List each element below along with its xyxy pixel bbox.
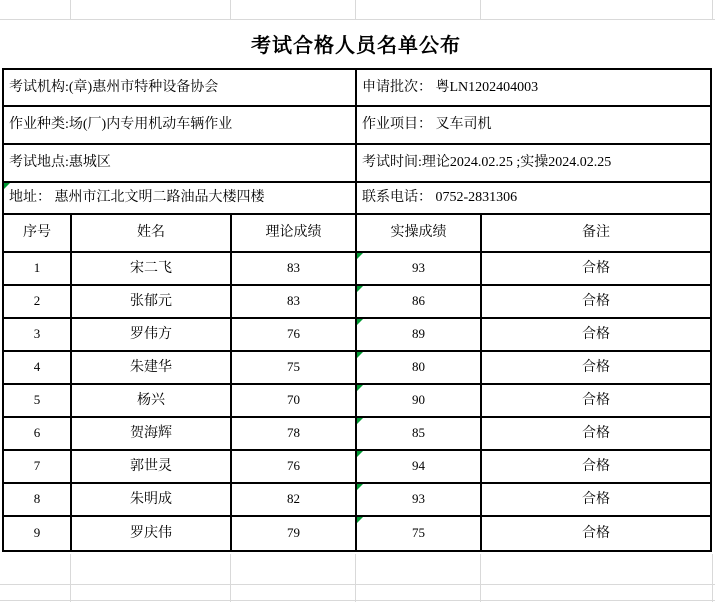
name-cell[interactable]: 贺海辉 <box>72 418 232 449</box>
practical-score: 94 <box>412 458 425 474</box>
name-cell[interactable]: 朱建华 <box>72 352 232 383</box>
gridline-vertical <box>355 554 356 602</box>
table-row <box>4 352 710 385</box>
name-cell[interactable]: 杨兴 <box>72 385 232 416</box>
no-cell[interactable]: 6 <box>4 418 72 449</box>
gridline-vertical <box>712 0 713 19</box>
header-no[interactable]: 序号 <box>4 215 72 251</box>
info-row-address-phone <box>4 183 710 215</box>
remark-cell[interactable]: 合格 <box>582 359 610 375</box>
comment-flag-icon <box>357 451 363 457</box>
comment-flag-icon <box>357 319 363 325</box>
remark-cell[interactable]: 合格 <box>582 392 610 408</box>
table-row <box>4 319 710 352</box>
work-type-cell[interactable]: 作业种类:场(厂)内专用机动车辆作业 <box>4 107 357 143</box>
theory-cell[interactable]: 79 <box>232 517 357 550</box>
name-cell[interactable]: 朱明成 <box>72 484 232 515</box>
theory-cell[interactable]: 76 <box>232 451 357 482</box>
theory-cell[interactable]: 75 <box>232 352 357 383</box>
table-row <box>4 286 710 319</box>
name-cell[interactable]: 罗伟方 <box>72 319 232 350</box>
header-name[interactable]: 姓名 <box>72 215 232 251</box>
practical-cell[interactable] <box>357 253 482 284</box>
gridline-vertical <box>480 554 481 602</box>
comment-flag-icon <box>357 352 363 358</box>
page-title[interactable]: 考试合格人员名单公布 <box>251 35 461 57</box>
remark-cell[interactable]: 合格 <box>582 491 610 507</box>
practical-cell[interactable] <box>357 517 482 550</box>
table-row <box>4 517 710 550</box>
comment-flag-icon <box>357 517 363 523</box>
table-row <box>4 484 710 517</box>
no-cell[interactable]: 9 <box>4 517 72 550</box>
practical-cell[interactable] <box>357 319 482 350</box>
header-practical[interactable]: 实操成绩 <box>357 215 482 251</box>
table-row <box>4 451 710 484</box>
practical-score: 93 <box>412 491 425 507</box>
practical-score: 80 <box>412 359 425 375</box>
practical-score: 89 <box>412 326 425 342</box>
table-row <box>4 418 710 451</box>
name-cell[interactable]: 罗庆伟 <box>72 517 232 550</box>
header-theory[interactable]: 理论成绩 <box>232 215 357 251</box>
practical-score: 86 <box>412 293 425 309</box>
gridline-horizontal <box>0 584 715 585</box>
gridline-vertical <box>70 554 71 602</box>
comment-flag-icon <box>357 484 363 490</box>
comment-flag-icon <box>357 253 363 259</box>
address-cell[interactable] <box>4 183 357 213</box>
no-cell[interactable]: 4 <box>4 352 72 383</box>
name-cell[interactable]: 宋二飞 <box>72 253 232 284</box>
info-row-place-time <box>4 145 710 183</box>
info-row-type-project <box>4 107 710 145</box>
theory-cell[interactable]: 83 <box>232 286 357 317</box>
practical-cell[interactable] <box>357 484 482 515</box>
table-header-row <box>4 215 710 253</box>
practical-score: 90 <box>412 392 425 408</box>
no-cell[interactable]: 5 <box>4 385 72 416</box>
remark-cell[interactable]: 合格 <box>582 326 610 342</box>
gridline-vertical <box>230 0 231 19</box>
practical-score: 85 <box>412 425 425 441</box>
practical-cell[interactable] <box>357 286 482 317</box>
no-cell[interactable]: 2 <box>4 286 72 317</box>
comment-flag-icon <box>4 183 10 189</box>
name-cell[interactable]: 张郁元 <box>72 286 232 317</box>
practical-score: 75 <box>412 525 425 541</box>
remark-cell[interactable]: 合格 <box>582 293 610 309</box>
phone-cell[interactable]: 联系电话： 0752-2831306 <box>362 190 518 206</box>
no-cell[interactable]: 1 <box>4 253 72 284</box>
work-project-cell[interactable]: 作业项目： 叉车司机 <box>362 117 492 133</box>
gridline-vertical <box>712 554 713 602</box>
theory-cell[interactable]: 83 <box>232 253 357 284</box>
remark-cell[interactable]: 合格 <box>582 525 610 541</box>
practical-cell[interactable] <box>357 418 482 449</box>
comment-flag-icon <box>357 385 363 391</box>
info-row-org-batch <box>4 70 710 107</box>
remark-cell[interactable]: 合格 <box>582 458 610 474</box>
gridline-vertical <box>355 0 356 19</box>
name-cell[interactable]: 郭世灵 <box>72 451 232 482</box>
exam-place-cell[interactable]: 考试地点:惠城区 <box>4 145 357 181</box>
gridline-horizontal <box>0 600 715 601</box>
comment-flag-icon <box>357 286 363 292</box>
no-cell[interactable]: 3 <box>4 319 72 350</box>
theory-cell[interactable]: 82 <box>232 484 357 515</box>
practical-cell[interactable] <box>357 385 482 416</box>
address-text: 地址： 惠州市江北文明二路油品大楼四楼 <box>9 190 265 206</box>
table-row <box>4 385 710 418</box>
practical-score: 93 <box>412 260 425 276</box>
theory-cell[interactable]: 78 <box>232 418 357 449</box>
remark-cell[interactable]: 合格 <box>582 425 610 441</box>
no-cell[interactable]: 8 <box>4 484 72 515</box>
gridline-vertical <box>230 554 231 602</box>
batch-cell[interactable]: 申请批次： 粤LN1202404003 <box>362 79 539 95</box>
gridline-vertical <box>480 0 481 19</box>
results-table <box>2 68 712 552</box>
no-cell[interactable]: 7 <box>4 451 72 482</box>
header-remark[interactable]: 备注 <box>582 225 610 241</box>
theory-cell[interactable]: 70 <box>232 385 357 416</box>
practical-cell[interactable] <box>357 451 482 482</box>
exam-org-cell[interactable]: 考试机构:(章)惠州市特种设备协会 <box>4 70 357 105</box>
comment-flag-icon <box>357 418 363 424</box>
theory-cell[interactable]: 76 <box>232 319 357 350</box>
gridline-vertical <box>70 0 71 19</box>
table-row <box>4 253 710 286</box>
practical-cell[interactable] <box>357 352 482 383</box>
remark-cell[interactable]: 合格 <box>582 260 610 276</box>
exam-time-cell[interactable]: 考试时间:理论2024.02.25 ;实操2024.02.25 <box>362 155 612 171</box>
